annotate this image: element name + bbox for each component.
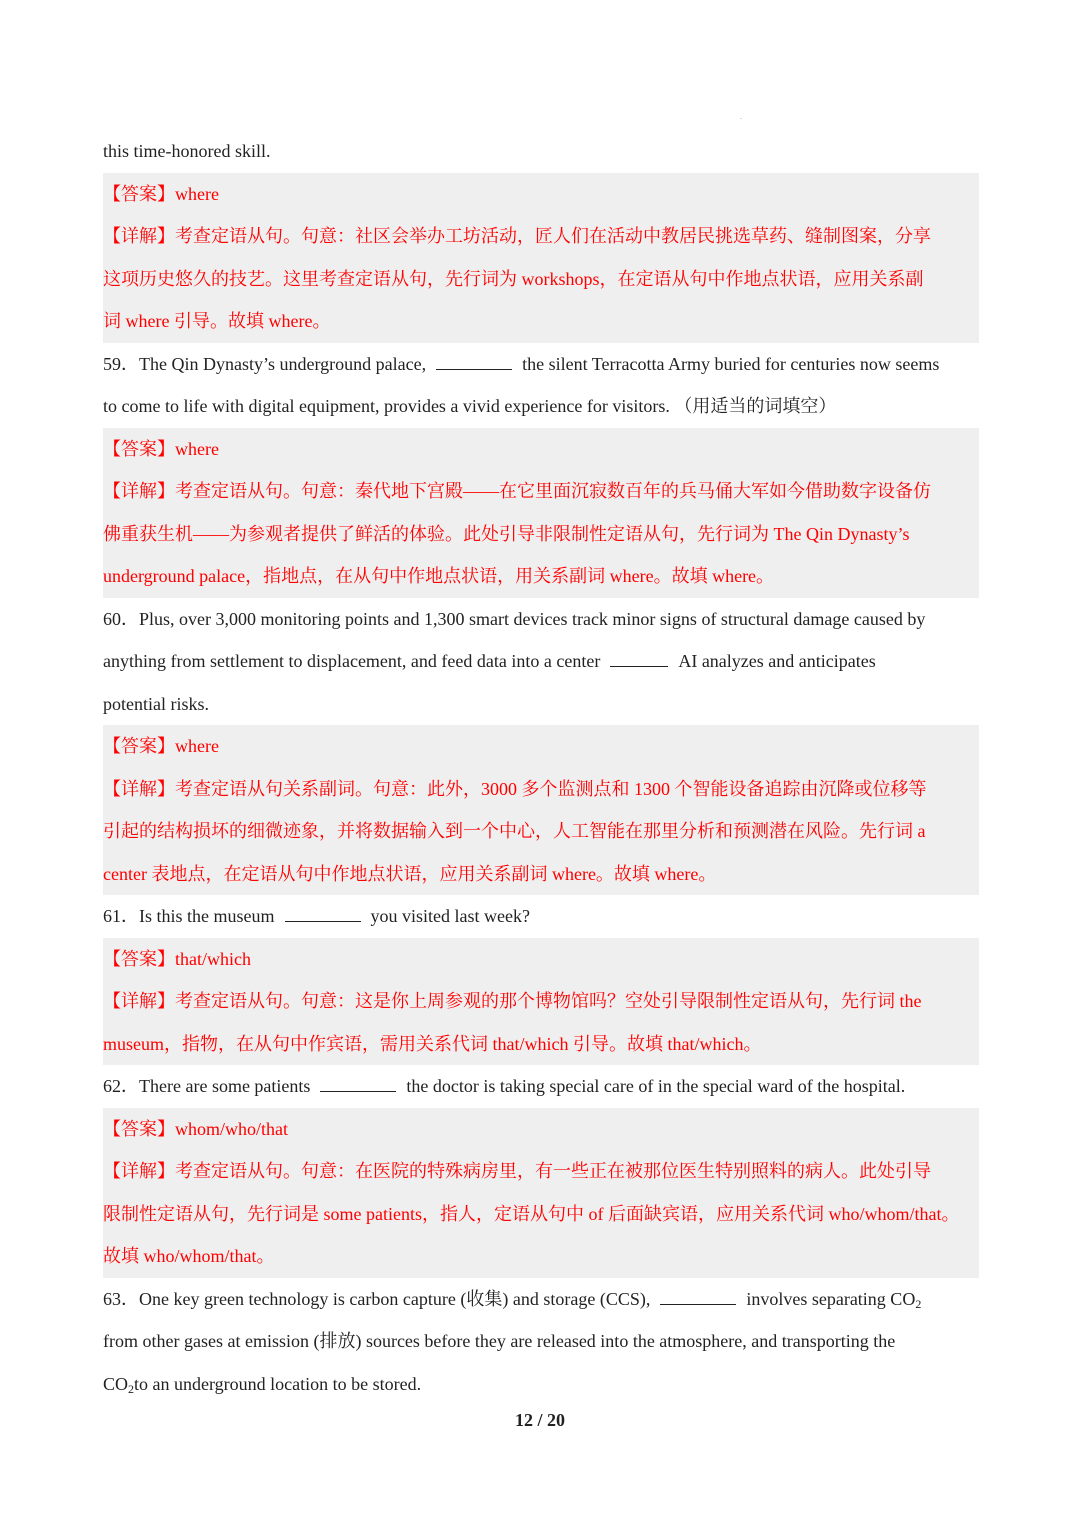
answer-58: 【答案】where: [103, 183, 219, 204]
blank-60[interactable]: [610, 652, 668, 667]
document-page: [103, 130, 979, 1405]
answer-62: 【答案】whom/who/that: [103, 1118, 288, 1139]
explain-58-line3: 词 where 引导。故填 where。: [103, 311, 331, 331]
question-60-line1: 60．Plus, over 3,000 monitoring points and 1,300 smart devices track minor signs of structural damage caused by: [103, 608, 926, 629]
question-62-text-a: 62．There are some patients: [103, 1076, 311, 1096]
explain-59-line1: 【详解】考查定语从句。句意：秦代地下宫殿——在它里面沉寂数百年的兵马俑大军如今借助数字设备仿: [103, 481, 931, 501]
explain-59-line3: underground palace，指地点，在从句中作地点状语，用关系副词 where。故填 where。: [103, 566, 775, 586]
subscript-2-b: 2: [128, 1381, 135, 1396]
question-63-line2: from other gases at emission (排放) sources before they are released into the atmosphere, and transporting the: [103, 1331, 896, 1351]
blank-61[interactable]: [285, 907, 361, 922]
question-60-text-b: AI analyzes and anticipates: [678, 651, 876, 671]
question-60-line3: potential risks.: [103, 693, 209, 714]
blank-59[interactable]: [436, 355, 512, 370]
answer-block-61: [103, 938, 979, 1066]
subscript-2-a: 2: [915, 1296, 922, 1311]
question-59-line1: [103, 343, 979, 386]
question-63-text-b: involves separating CO: [746, 1288, 916, 1309]
question-61-text-a: 61．Is this the museum: [103, 906, 275, 926]
explain-60-line1: 【详解】考查定语从句关系副词。句意：此外，3000 多个监测点和 1300 个智能设备追踪由沉降或位移等: [103, 778, 927, 799]
answer-block-59: [103, 428, 979, 598]
explain-59-line2: 佛重获生机——为参观者提供了鲜活的体验。此处引导非限制性定语从句，先行词为 The Qin Dynasty’s: [103, 523, 910, 544]
question-59-line2: to come to life with digital equipment, provides a vivid experience for visitors. （用适当的词填空）: [103, 396, 837, 416]
explain-61-line1: 【详解】考查定语从句。句意：这是你上周参观的那个博物馆吗？空处引导限制性定语从句，先行词 the: [103, 991, 922, 1011]
blank-63[interactable]: [660, 1290, 736, 1305]
scan-speck: [740, 118, 742, 119]
explain-62-line2: 限制性定语从句，先行词是 some patients，指人，定语从句中 of 后面缺宾语，应用关系代词 who/whom/that。: [103, 1203, 960, 1224]
question-63-text-a: 63．One key green technology is carbon capture (收集) and storage (CCS),: [103, 1288, 651, 1309]
question-60-text-a: anything from settlement to displacement, and feed data into a center: [103, 651, 601, 671]
question-62-text-b: the doctor is taking special care of in the special ward of the hospital.: [406, 1076, 906, 1096]
intro-line: this time-honored skill.: [103, 141, 271, 161]
explain-58-line2: 这项历史悠久的技艺。这里考查定语从句，先行词为 workshops，在定语从句中作地点状语，应用关系副: [103, 268, 924, 289]
question-59-text-b: the silent Terracotta Army buried for centuries now seems: [522, 353, 940, 374]
answer-block-58: [103, 173, 979, 343]
question-60-line2: [103, 640, 979, 683]
question-63-line3: [103, 1363, 979, 1406]
question-62-line1: [103, 1065, 979, 1108]
explain-62-line3: 故填 who/whom/that。: [103, 1246, 275, 1266]
explain-60-line2: 引起的结构损坏的细微迹象，并将数据输入到一个中心，人工智能在那里分析和预测潜在风险。先行词 a: [103, 821, 926, 841]
explain-58-line1: 【详解】考查定语从句。句意：社区会举办工坊活动，匠人们在活动中教居民挑选草药、缝制图案，分享: [103, 226, 931, 246]
question-59-text-a: 59．The Qin Dynasty’s underground palace,: [103, 353, 427, 374]
question-63-text-c: CO: [103, 1373, 129, 1394]
explain-61-line2: museum，指物，在从句中作宾语，需用关系代词 that/which 引导。故填 that/which。: [103, 1033, 762, 1054]
answer-block-60: [103, 725, 979, 895]
answer-60: 【答案】where: [103, 736, 219, 756]
explain-60-line3: center 表地点，在定语从句中作地点状语，应用关系副词 where。故填 where。: [103, 863, 717, 884]
answer-block-62: [103, 1108, 979, 1278]
answer-61: 【答案】that/which: [103, 948, 251, 969]
page-number: 12 / 20: [514, 1410, 565, 1430]
question-63-line1: [103, 1278, 979, 1321]
blank-62[interactable]: [320, 1077, 396, 1092]
answer-59: 【答案】where: [103, 438, 219, 459]
question-63-text-d: to an underground location to be stored.: [134, 1373, 422, 1394]
explain-62-line1: 【详解】考查定语从句。句意：在医院的特殊病房里，有一些正在被那位医生特别照料的病人。此处引导: [103, 1161, 931, 1181]
question-61-text-b: you visited last week?: [370, 906, 530, 926]
question-61-line1: [103, 895, 979, 938]
